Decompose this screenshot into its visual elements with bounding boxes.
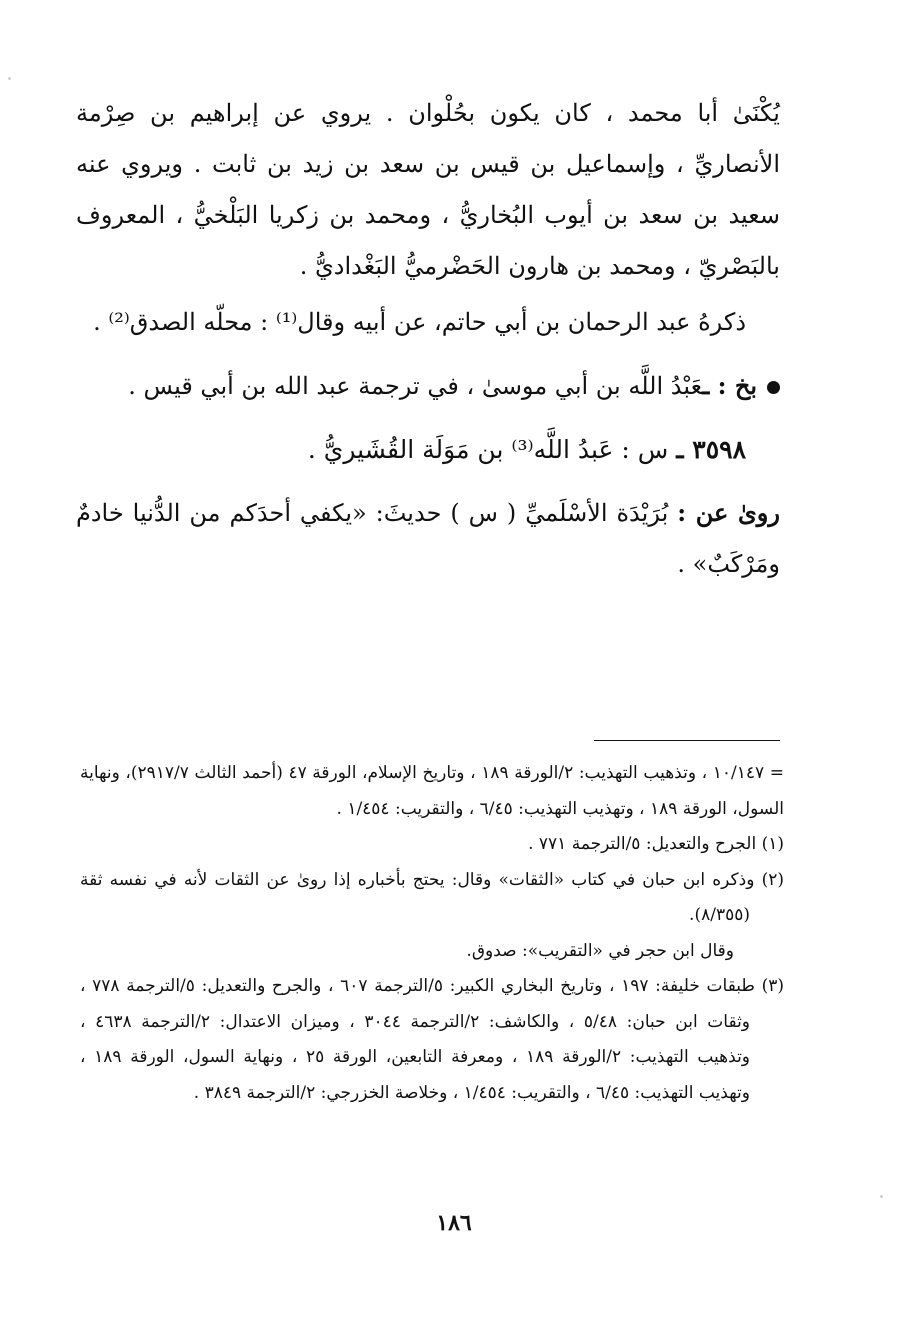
entry-name: عَبدُ اللَّه⁽³⁾ بن مَوَلَة القُشَيريُّ . (307, 435, 614, 464)
cross-reference-text: عَبْدُ اللَّه بن أبي موسىٰ ، في ترجمة عبد الله بن أبي قيس . (128, 372, 703, 400)
entry-heading (76, 424, 780, 475)
footnotes (80, 756, 784, 1111)
page-number: ١٨٦ (436, 1210, 472, 1236)
narration-text: بُرَيْدَة الأسْلَميِّ ( س ) حديثَ: «يكفي أحدَكم من الدُّنيا خادمٌ ومَرْكَبٌ» . (76, 499, 780, 578)
footnote-3: (٣) طبقات خليفة: ١٩٧ ، وتاريخ البخاري الكبير: ٥/الترجمة ٦٠٧ ، والجرح والتعديل: ٥/الترجمة ٧٧٨ ، وثقات ابن حبان: ٥/٤٨ ، والكاشف: ٢/الترجمة ٣٠٤٤ ، وميزان الاعتدال: ٢/الترجمة ٤٦٣٨ ، وتذهيب التهذيب: ٢/الورقة ١٨٩ ، ومعرفة التابعين، الورقة ٢٥ ، ونهاية السول، الورقة ١٨٩ ، وتهذيب التهذيب: ٦/٤٥ ، والتقريب: ١/٤٥٤ ، وخلاصة الخزرجي: ٢/الترجمة ٣٨٤٩ . (80, 976, 785, 1103)
main-text (76, 88, 780, 590)
narration-label: روىٰ عن : (677, 498, 780, 527)
scan-speck (880, 1195, 883, 1198)
footnote-continuation: = ١٠/١٤٧ ، وتذهيب التهذيب: ٢/الورقة ١٨٩ ، وتاريخ الإسلام، الورقة ٤٧ (أحمد الثالث ٢٩١٧/٧)، ونهاية السول، الورقة ١٨٩ ، وتهذيب التهذيب: ٦/٤٥ ، والتقريب: ١/٤٥٤ . (80, 763, 784, 819)
entry-code: س : (621, 435, 669, 464)
ibn-abi-hatim-paragraph: ذكرهُ عبد الرحمان بن أبي حاتم، عن أبيه وقال⁽¹⁾ : محلّه الصدق⁽²⁾ . (93, 308, 746, 336)
biography-paragraph: يُكْنَىٰ أبا محمد ، كان يكون بحُلْوان . يروي عن إبراهيم بن صِرْمة الأنصاريِّ ، وإسماعيل بن قيس بن سعد بن زيد بن ثابت . ويروي عنه سعيد بن سعد بن أيوب البُخاريُّ ، ومحمد بن زكريا البَلْخيُّ ، المعروف بالبَصْريّ ، ومحمد بن هارون الحَضْرميُّ البَغْداديُّ . (76, 99, 780, 280)
footnote-divider (594, 740, 780, 741)
footnote-2: (٢) وذكره ابن حبان في كتاب «الثقات» وقال: يحتج بأخباره إذا روىٰ عن الثقات لأنه في نفسه ثقة (٨/٣٥٥). (80, 869, 784, 925)
narration-paragraph (76, 487, 780, 590)
footnote-1: (١) الجرح والتعديل: ٥/الترجمة ٧٧١ . (528, 834, 784, 854)
scan-speck (8, 77, 11, 80)
cross-reference-label: بخ : ـ (702, 371, 757, 400)
cross-reference-entry (76, 360, 780, 412)
footnote-2-addendum: وقال ابن حجر في «التقريب»: صدوق. (466, 940, 734, 961)
entry-number: ٣٥٩٨ ـ (676, 435, 746, 464)
bullet-icon (767, 381, 780, 394)
